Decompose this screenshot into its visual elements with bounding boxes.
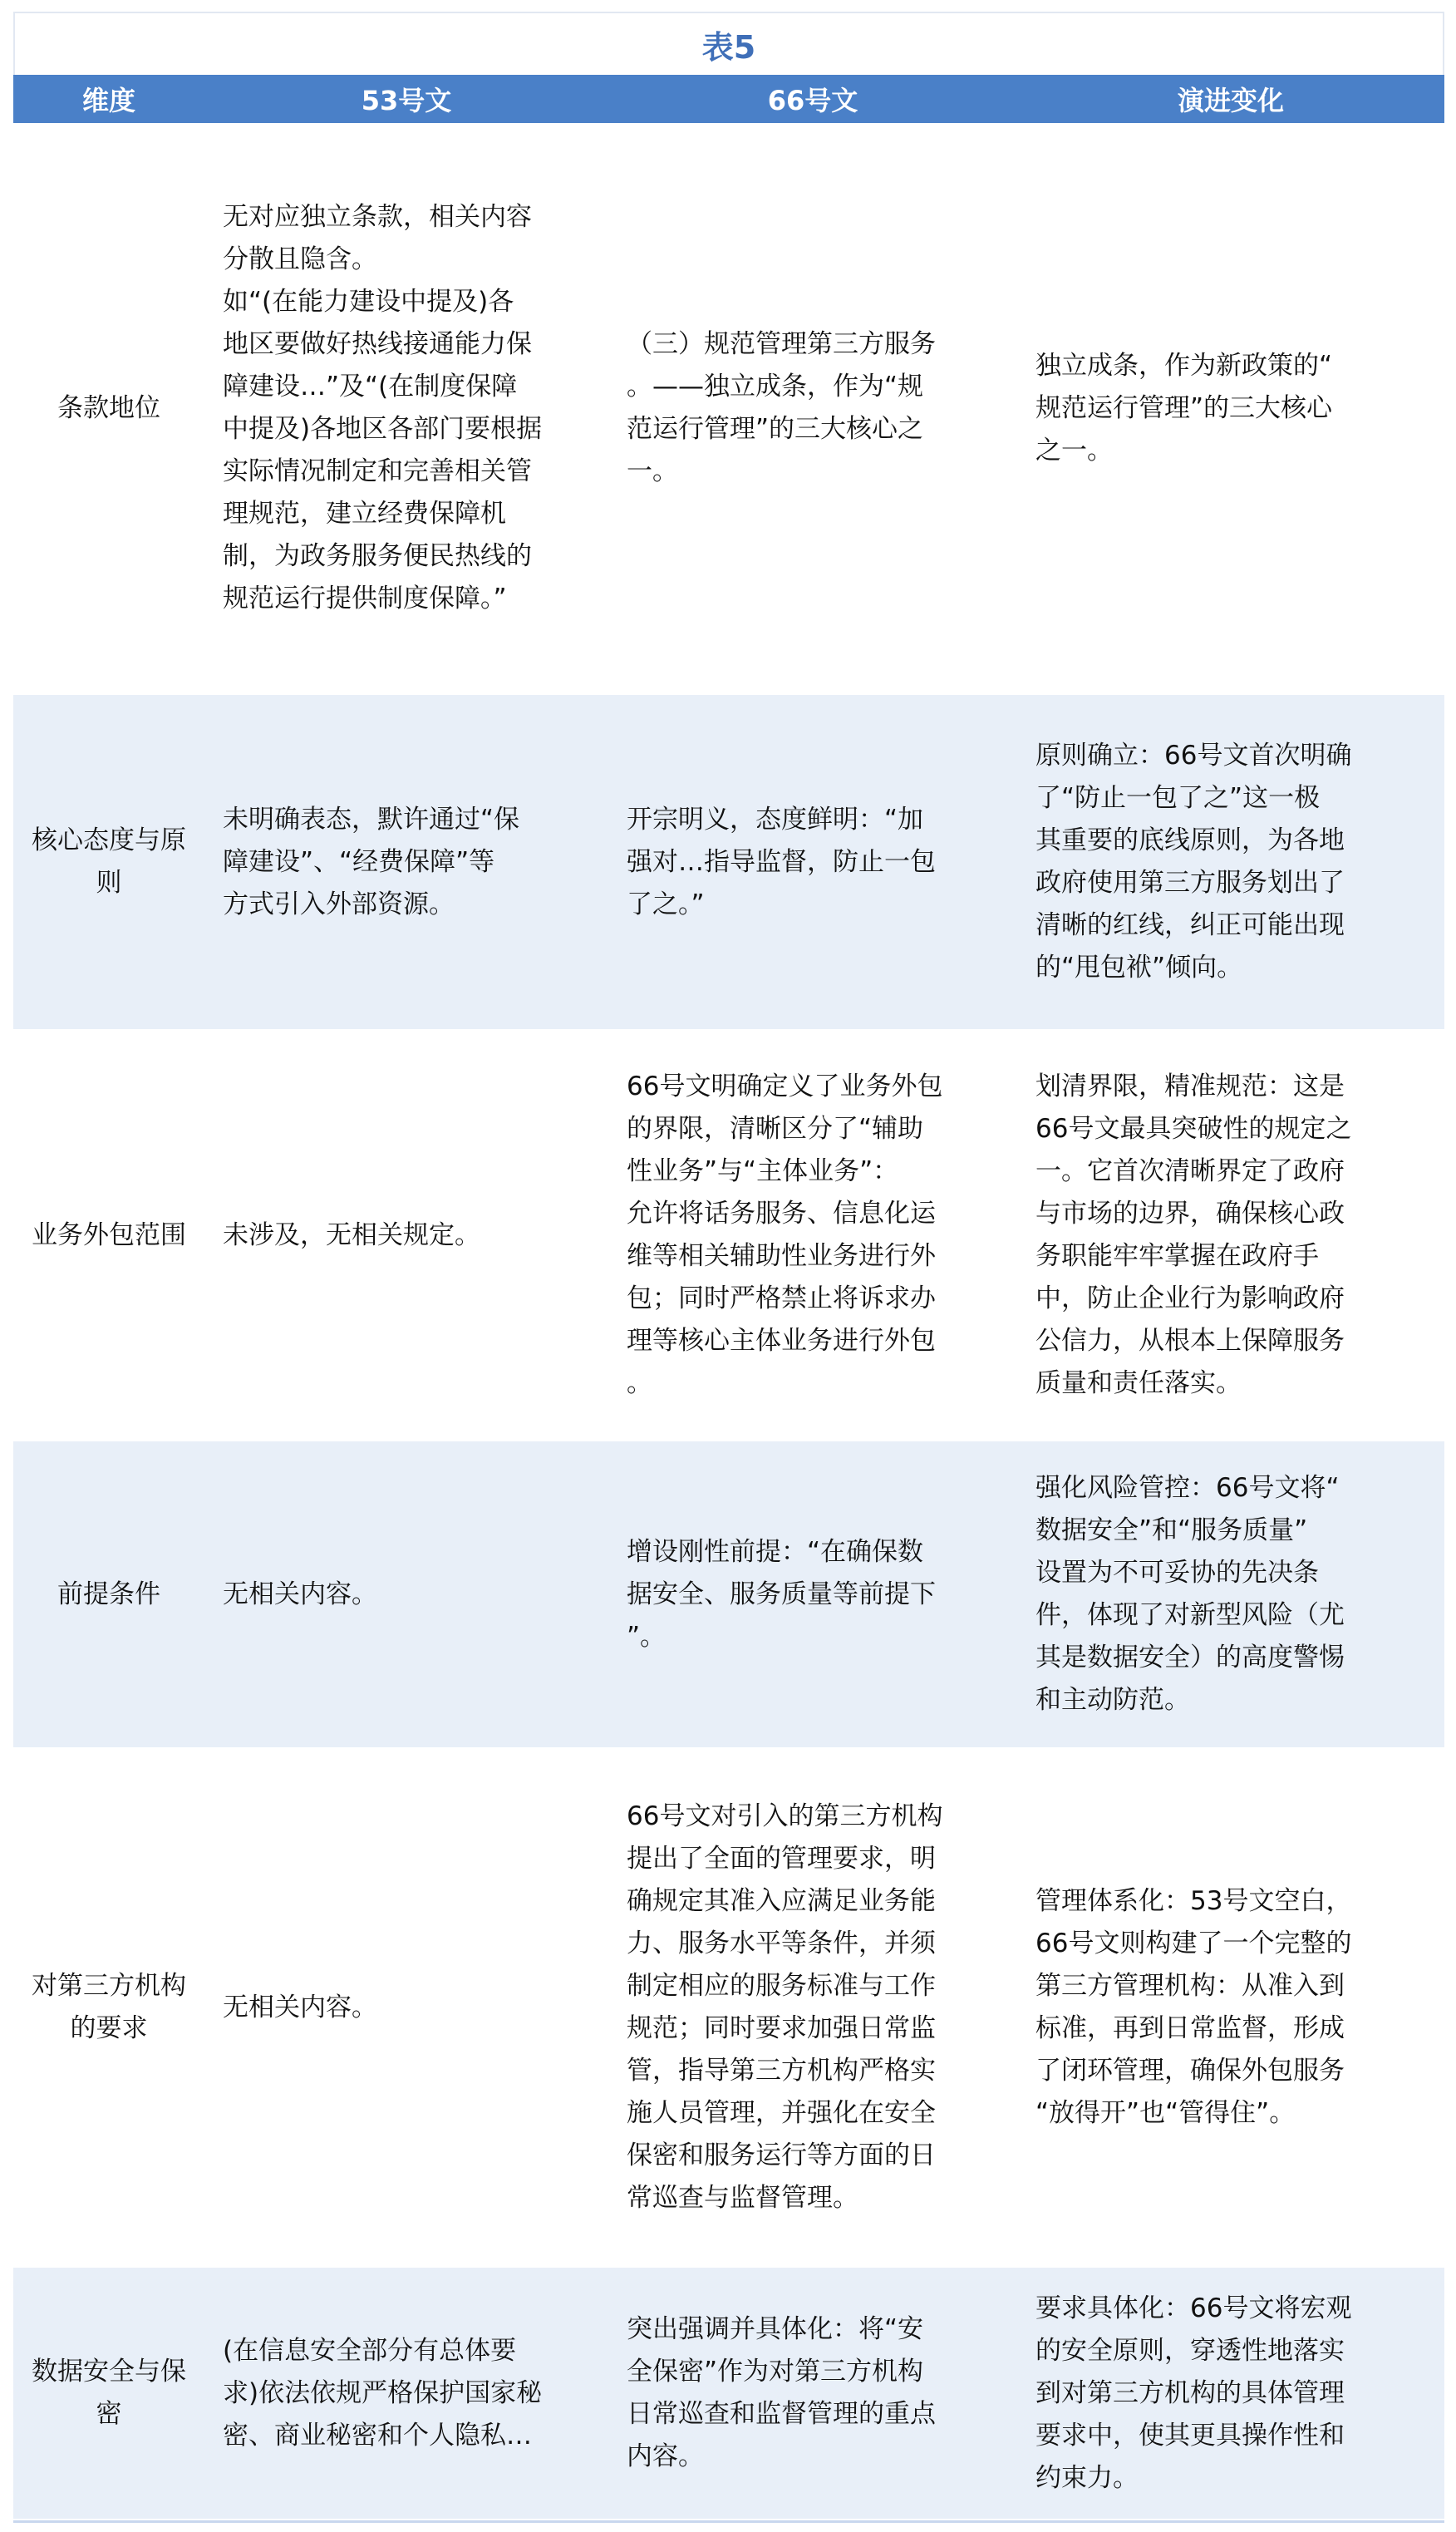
cell-doc66: 开宗明义，态度鲜明：“加 强对…指导监督，防止一包 了之。”: [627, 804, 936, 919]
header-dimension: 维度: [81, 85, 135, 116]
cell-dimension: 业务外包范围: [32, 1219, 186, 1250]
cell-doc53: (在信息安全部分有总体要 求)依法依规严格保护国家秘 密、商业秘密和个人隐私…: [223, 2335, 543, 2451]
comparison-table: [13, 12, 1444, 2523]
header-change: 演进变化: [1177, 85, 1284, 116]
table-row: [13, 1749, 1444, 2268]
cell-dimension: 条款地位: [57, 392, 160, 423]
cell-change: 原则确立：66号文首次明确 了“防止一包了之”这一极 其重要的底线原则，为各地 政府使用第三方服务划出了 清晰的红线，纠正可能出现 的“甩包袱”倾向。: [1035, 741, 1352, 983]
cell-change: 独立成条，作为新政策的“ 规范运行管理”的三大核心 之一。: [1035, 350, 1333, 466]
table-row: [13, 695, 1444, 1031]
cell-doc53: 无相关内容。: [223, 1992, 377, 2022]
cell-doc66: 增设刚性前提：“在确保数 据安全、服务质量等前提下 ”。: [627, 1536, 936, 1652]
cell-change: 划清界限，精准规范：这是 66号文最具突破性的规定之 一。它首次清晰界定了政府 与市场的边界，确保核心政 务职能牢牢掌握在政府手 中，防止企业行为影响政府 公信力，从根本上保障服务 质量和责任落实。: [1035, 1071, 1352, 1398]
cell-dimension: 前提条件: [57, 1579, 160, 1609]
cell-doc53: 未涉及，无相关规定。: [223, 1219, 480, 1250]
cell-doc66: 突出强调并具体化：将“安 全保密”作为对第三方机构 日常巡查和监督管理的重点 内容。: [627, 2314, 936, 2471]
cell-dimension: 数据安全与保 密: [32, 2357, 186, 2429]
cell-doc66: （三）规范管理第三方服务 。——独立成条，作为“规 范运行管理”的三大核心之 一。: [627, 329, 936, 486]
table-row: [13, 2268, 1444, 2520]
cell-change: 管理体系化：53号文空白， 66号文则构建了一个完整的 第三方管理机构：从准入到 标准，再到日常监督，形成 了闭环管理，确保外包服务 “放得开”也“管得住”。: [1035, 1886, 1352, 2128]
cell-dimension: 核心态度与原 则: [32, 825, 186, 898]
table-title: 表5: [13, 12, 1444, 75]
cell-doc53: 无相关内容。: [223, 1579, 377, 1609]
table-header: [13, 75, 1444, 123]
cell-doc66: 66号文对引入的第三方机构 提出了全面的管理要求，明 确规定其准入应满足业务能 力、服务水平等条件，并须 制定相应的服务标准与工作 规范；同时要求加强日常监 管，指导第三方机构严格实 施人员管理，并强化在安全 保密和服务运行等方面的日 常巡查与监督管理。: [627, 1801, 943, 2213]
table-row: [13, 1441, 1444, 1749]
cell-dimension: 对第三方机构 的要求: [32, 1971, 186, 2043]
cell-change: 强化风险管控：66号文将“ 数据安全”和“服务质量” 设置为不可妥协的先决条 件，体现了对新型风险（尤 其是数据安全）的高度警惕 和主动防范。: [1035, 1473, 1345, 1715]
table-row: [13, 123, 1444, 695]
header-doc66: 66号文: [767, 85, 858, 116]
table-row: [13, 1031, 1444, 1441]
cell-doc66: 66号文明确定义了业务外包 的界限，清晰区分了“辅助 性业务”与“主体业务”： 允许将话务服务、信息化运 维等相关辅助性业务进行外 包；同时严格禁止将诉求办 理等核心主体业务进行外包 。: [627, 1071, 943, 1398]
cell-doc53: 未明确表态，默许通过“保 障建设”、“经费保障”等 方式引入外部资源。: [223, 804, 520, 919]
cell-doc53: 无对应独立条款，相关内容 分散且隐含。 如“(在能力建设中提及)各 地区要做好热线接通能力保 障建设…”及“(在制度保障 中提及)各地区各部门要根据 实际情况制定和完善相关管 理规范，建立经费保障机 制，为政务服务便民热线的 规范运行提供制度保障。”: [223, 202, 543, 613]
header-doc53: 53号文: [361, 85, 452, 116]
cell-change: 要求具体化：66号文将宏观 的安全原则，穿透性地落实 到对第三方机构的具体管理 要求中，使其更具操作性和 约束力。: [1035, 2293, 1352, 2493]
